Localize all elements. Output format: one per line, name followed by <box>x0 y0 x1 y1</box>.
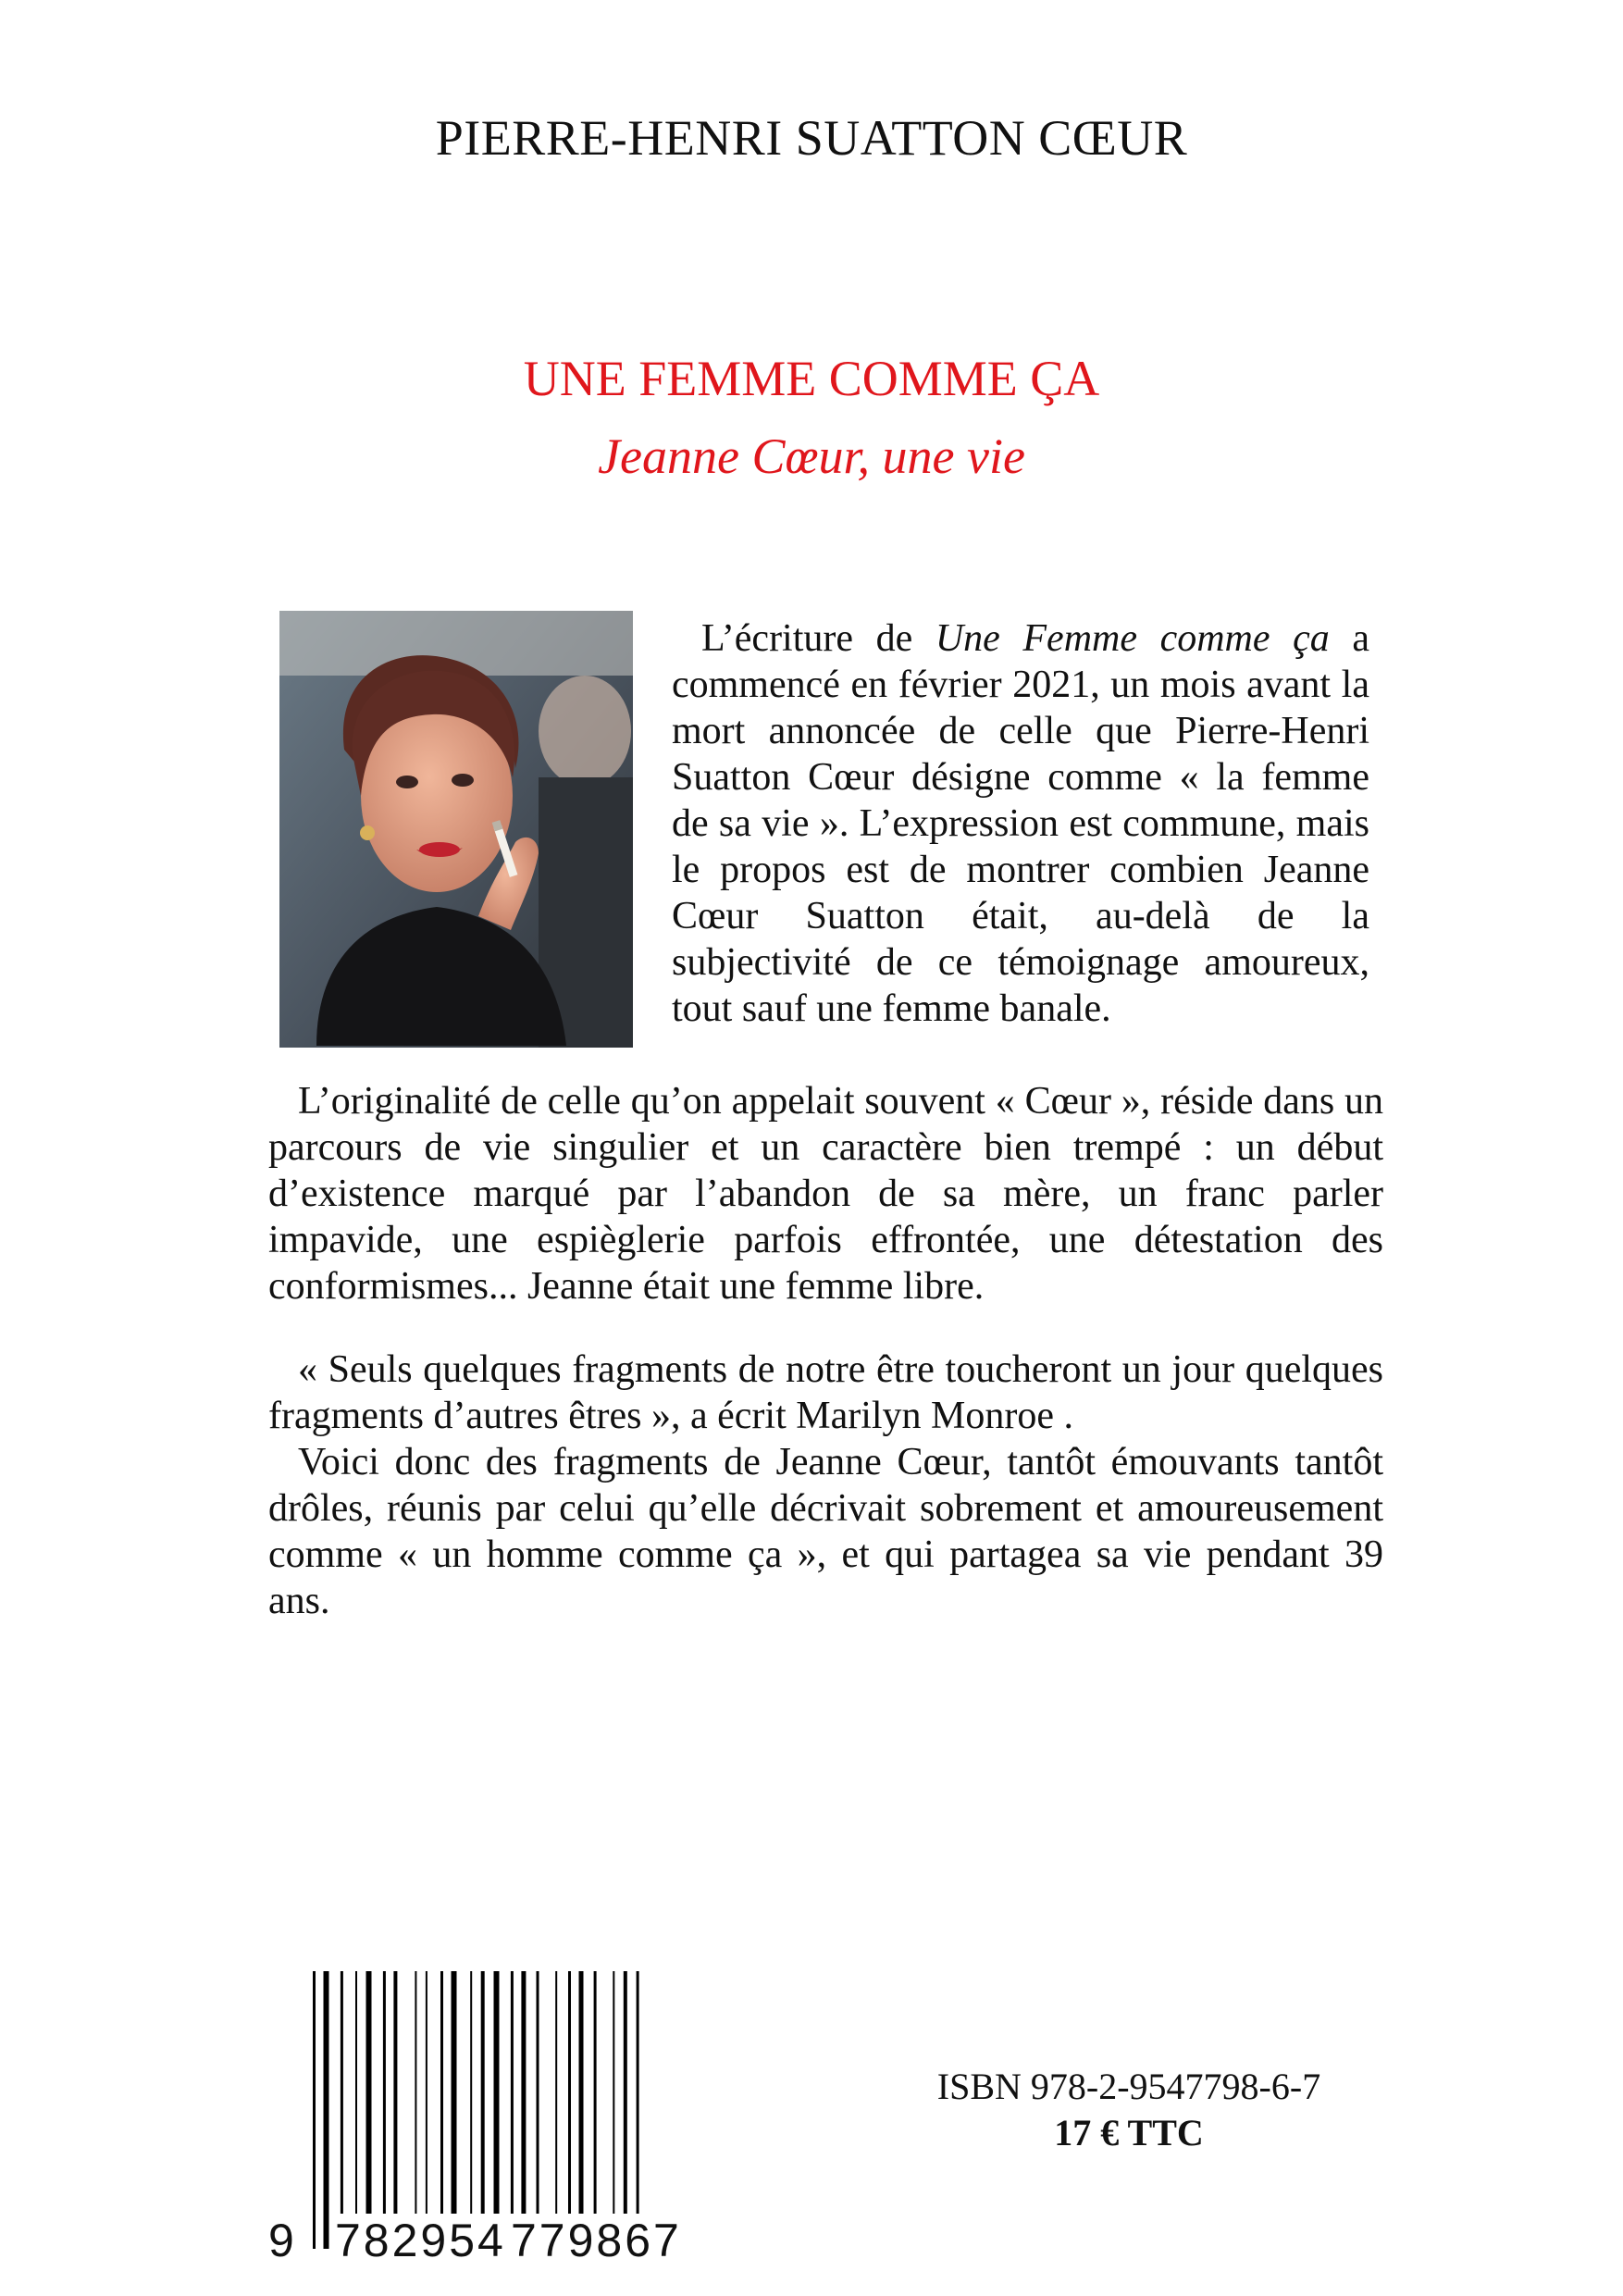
author-name: PIERRE-HENRI SUATTON CŒUR <box>435 110 1188 166</box>
intro-paragraph-block <box>672 615 1369 1032</box>
barcode-digits-left: 782954 <box>335 2215 506 2266</box>
fragments-paragraph: Voici donc des fragments de Jeanne Cœur, tantôt émouvants tantôt drôles, réunis par celui qu’elle décrivait sobrement et amoureusement comme « un homme comme ça », et qui partagea sa vie pendant 39 ans. <box>268 1441 1383 1622</box>
quote-paragraph-block <box>268 1347 1383 1624</box>
intro-rest: a commencé en février 2021, un mois avant la mort annoncée de celle que Pierre-Henri Suatton Cœur désigne comme « la femme de sa vie ». L’expression est commune, mais le propos est de montrer combien Jeanne Cœur Suatton était, au-delà de la subjectivité de ce témoignage amoureux, tout sauf une femme banale. <box>672 617 1369 1030</box>
isbn-block <box>935 2064 1323 2156</box>
intro-lead: L’écriture de <box>701 617 935 660</box>
barcode-bars <box>313 1971 711 2249</box>
isbn-number: ISBN 978-2-9547798-6-7 <box>936 2066 1321 2107</box>
price: 17 € TTC <box>1054 2112 1204 2153</box>
portrait-illustration <box>279 611 633 1048</box>
portrait-photo <box>279 611 633 1048</box>
originality-paragraph-block <box>268 1078 1383 1309</box>
book-subtitle: Jeanne Cœur, une vie <box>598 428 1025 484</box>
originality-paragraph: L’originalité de celle qu’on appelait souvent « Cœur », réside dans un parcours de vie singulier et un caractère bien trempé : un début d’existence marqué par l’abandon de sa mère, un franc parler impavide, une espièglerie parfois effrontée, une détestation des conformismes... Jeanne était une femme libre. <box>268 1080 1383 1308</box>
intro-book-title: Une Femme comme ça <box>935 617 1330 660</box>
barcode-digits-right: 779867 <box>511 2215 682 2266</box>
barcode-digit-first: 9 <box>268 2215 294 2266</box>
quote-paragraph: « Seuls quelques fragments de notre être toucheront un jour quelques fragments d’autres êtres », a écrit Marilyn Monroe . <box>268 1348 1383 1437</box>
book-title: UNE FEMME COMME ÇA <box>523 351 1100 406</box>
barcode-digits <box>268 2214 712 2269</box>
barcode <box>268 1971 712 2277</box>
intro-paragraph <box>672 615 1369 1032</box>
